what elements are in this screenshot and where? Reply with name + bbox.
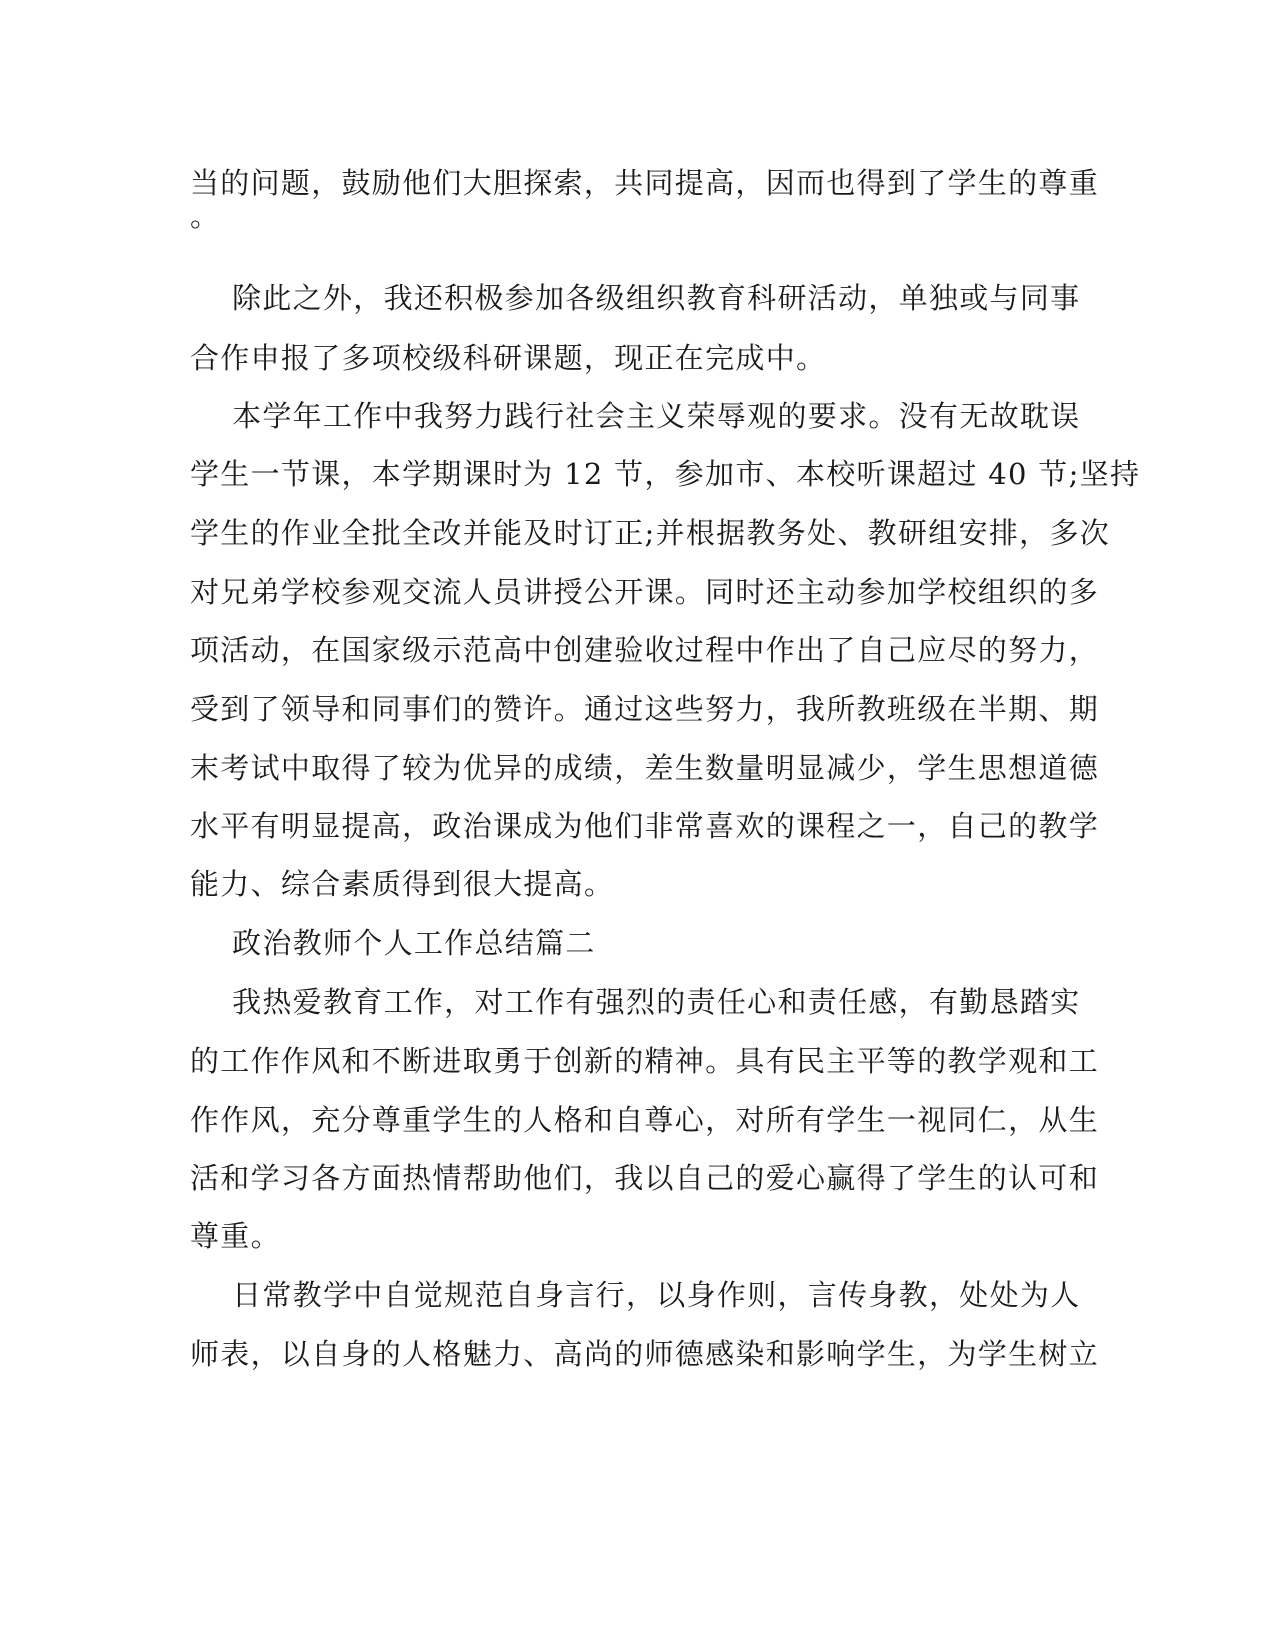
text-line: 合作申报了多项校级科研课题，现正在完成中。 (190, 341, 827, 375)
text-line: 的工作作风和不断进取勇于创新的精神。具有民主平等的教学观和工 (190, 1044, 1100, 1078)
text-line: 项活动，在国家级示范高中创建验收过程中作出了自己应尽的努力， (190, 633, 1100, 667)
text-line: 作作风，充分尊重学生的人格和自尊心，对所有学生一视同仁，从生 (190, 1103, 1100, 1137)
text-line: 对兄弟学校参观交流人员讲授公开课。同时还主动参加学校组织的多 (190, 575, 1100, 609)
text-line: 当的问题，鼓励他们大胆探索，共同提高，因而也得到了学生的尊重 (190, 166, 1100, 200)
text-line: 。 (190, 199, 221, 233)
text-line: 学生一节课，本学期课时为 12 节，参加市、本校听课超过 40 节;坚持 (190, 457, 1141, 491)
text-line: 尊重。 (190, 1219, 281, 1253)
text-line: 本学年工作中我努力践行社会主义荣辱观的要求。没有无故耽误 (190, 399, 1081, 433)
text-line: 活和学习各方面热情帮助他们，我以自己的爱心赢得了学生的认可和 (190, 1161, 1100, 1195)
text-line: 师表，以自身的人格魅力、高尚的师德感染和影响学生，为学生树立 (190, 1337, 1100, 1371)
text-line: 除此之外，我还积极参加各级组织教育科研活动，单独或与同事 (190, 281, 1081, 315)
text-line: 我热爱教育工作，对工作有强烈的责任心和责任感，有勤恳踏实 (190, 985, 1081, 1019)
text-line: 受到了领导和同事们的赞许。通过这些努力，我所教班级在半期、期 (190, 692, 1100, 726)
text-line: 末考试中取得了较为优异的成绩，差生数量明显减少，学生思想道德 (190, 751, 1100, 785)
text-line: 水平有明显提高，政治课成为他们非常喜欢的课程之一，自己的教学 (190, 809, 1100, 843)
section-heading: 政治教师个人工作总结篇二 (190, 926, 596, 960)
text-line: 能力、综合素质得到很大提高。 (190, 867, 615, 901)
text-line: 日常教学中自觉规范自身言行，以身作则，言传身教，处处为人 (190, 1278, 1081, 1312)
text-line: 学生的作业全批全改并能及时订正;并根据教务处、教研组安排，多次 (190, 516, 1111, 550)
